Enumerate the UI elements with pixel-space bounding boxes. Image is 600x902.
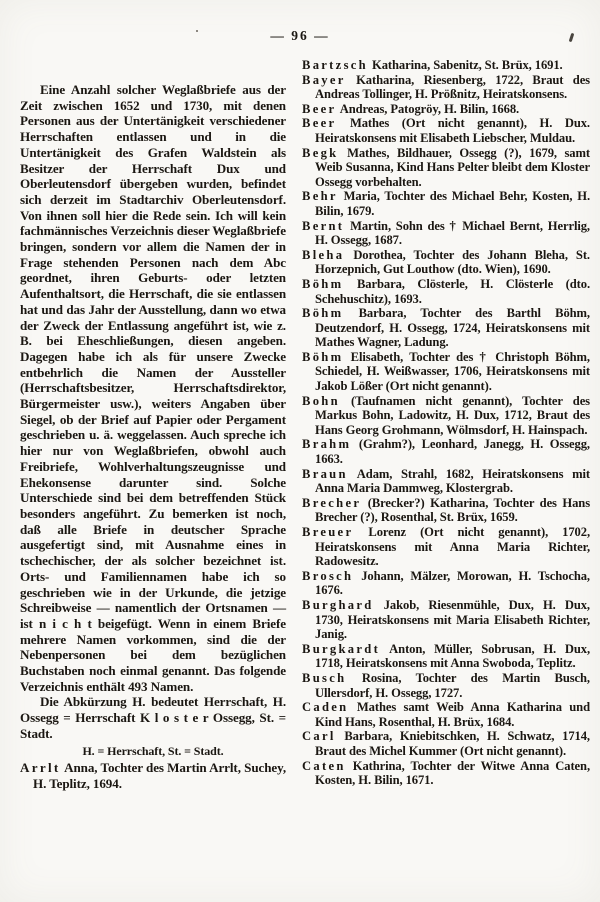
left-entry-list bbox=[20, 760, 286, 791]
entry-text: Katharina, Riesenberg, 1722, Braut des Andreas Tollinger, H. Prößnitz, Heiratskonsens. bbox=[315, 72, 590, 102]
entry-surname: Bohn bbox=[302, 393, 340, 408]
abbreviation-key-line: H. = Herrschaft, St. = Stadt. bbox=[82, 743, 224, 758]
entry-text: Andreas, Patogröy, H. Bilin, 1668. bbox=[339, 101, 520, 116]
entry-surname: Brosch bbox=[302, 568, 354, 583]
entry-text: Barbara, Tochter des Barthl Böhm, Deutzendorf, H. Ossegg, 1724, Heiratskonsens mit Mathes Wagner, Ladung. bbox=[315, 306, 590, 350]
intro-paragraph: Eine Anzahl solcher Weglaßbriefe aus der Zeit zwischen 1652 und 1730, mit denen Personen aus der Untertänigkeit verschiedener Herrschaften entlassen und in die Untertänigkeit des Grafen Waldstein als Besitzer der Herrschaft Dux und Oberleutensdorf übergeben wurden, befindet sich derzeit im Stadtarchiv Oberleutensdorf. Von ihnen soll hier die Rede sein. Ich will kein fachmännisches Verzeichnis dieser Weglaßbriefe bringen, sondern vor allem die Namen der in Frage stehenden Personen nach dem Abc geordnet, ihren Geburts- oder letzten Aufenthaltsort, die Herrschaft, die sie entlassen hat und das Jahr der Ausstellung, dann wo etwa der Zweck der Entlassung angeführt ist, wie z. B. bei Eheschließungen, diesen angeben. Dagegen habe ich als für unsere Zwecke entbehrlich die Namen der Aussteller (Herrschaftsbesitzer, Herrschaftsdirektor, Bürgermeister usw.), weiters Angaben über Siegel, ob der Brief auf Papier oder Pergament geschrieben u. ä. weggelassen. Auch spreche ich hier nur von Weglaßbriefen, obwohl auch Freibriefe, Wohlverhaltungszeugnisse und Ehekonsense darunter sind. Solche Unterschiede sind bei dem betreffenden Stück besonders angeführt. Zu bemerken ist noch, daß alle Briefe in deutscher Sprache ausgefertigt sind, mit Ausnahme eines in tschechischer, der als solcher bezeichnet ist. Orts- und Familiennamen habe ich so geschrieben wie in der Urkunde, die jetzige Schreibweise — namentlich der Ortsnamen — ist n i c h t beigefügt. Wenn in einem Briefe mehrere Namen vorkommen, sind die der Nebenpersonen bei dem bezüglichen Buchstaben noch einmal genannt. Das folgende Verzeichnis enthält 493 Namen. bbox=[20, 82, 286, 694]
abbreviation-paragraph: Die Abkürzung H. bedeutet Herrschaft, H. Ossegg = Herrschaft K l o s t e r Ossegg, St. = Stadt. bbox=[20, 694, 286, 741]
list-item bbox=[302, 306, 590, 350]
entry-surname: Brahm bbox=[302, 437, 352, 452]
list-item bbox=[302, 189, 590, 218]
list-item bbox=[302, 277, 590, 306]
entry-surname: Caden bbox=[302, 700, 349, 715]
entry-text: Lorenz (Ort nicht genannt), 1702, Heiratskonsens mit Anna Maria Richter, Radowesitz. bbox=[315, 525, 590, 569]
entry-text: Anton, Müller, Sobrusan, H. Dux, 1718, Heiratskonsens mit Anna Swoboda, Teplitz. bbox=[315, 641, 590, 671]
right-column bbox=[302, 58, 590, 788]
list-item bbox=[302, 248, 590, 277]
entry-surname: Brecher bbox=[302, 495, 362, 510]
list-item bbox=[302, 58, 590, 73]
entry-surname: Böhm bbox=[302, 276, 344, 291]
entry-surname: Bayer bbox=[302, 72, 346, 87]
entry-text: Barbara, Kniebitschken, H. Schwatz, 1714, Braut des Michel Kummer (Ort nicht genannt). bbox=[315, 729, 590, 758]
entry-text: Anna, Tochter des Martin Arrlt, Suchey, H. Teplitz, 1694. bbox=[33, 760, 287, 791]
entry-surname: Beer bbox=[302, 116, 337, 131]
list-item bbox=[302, 73, 590, 102]
entry-surname: Böhm bbox=[302, 349, 344, 364]
entry-surname: Arrlt bbox=[20, 760, 61, 776]
two-column-layout bbox=[20, 58, 592, 792]
list-item bbox=[302, 102, 590, 117]
list-item bbox=[302, 671, 590, 700]
entry-text: Rosina, Tochter des Martin Busch, Ullersdorf, H. Ossegg, 1727. bbox=[315, 670, 590, 700]
entry-surname: Burgkardt bbox=[302, 641, 381, 656]
list-item bbox=[302, 394, 590, 438]
entry-surname: Beer bbox=[302, 101, 337, 116]
entry-surname: Bleha bbox=[302, 247, 345, 262]
list-item bbox=[302, 642, 590, 671]
list-item bbox=[302, 146, 590, 190]
list-item bbox=[20, 760, 286, 791]
entry-text: Mathes samt Weib Anna Katharina und Kind Hans, Rosenthal, H. Brüx, 1684. bbox=[315, 700, 590, 729]
entry-surname: Busch bbox=[302, 670, 347, 685]
page-number: — 96 — bbox=[270, 28, 330, 43]
entry-surname: Bartzsch bbox=[302, 58, 368, 72]
list-item bbox=[302, 759, 590, 788]
list-item bbox=[302, 437, 590, 466]
list-item bbox=[302, 598, 590, 642]
list-item bbox=[302, 569, 590, 598]
list-item bbox=[302, 467, 590, 496]
entry-text: Maria, Tochter des Michael Behr, Kosten, H. Bilin, 1679. bbox=[315, 189, 590, 218]
list-item bbox=[302, 496, 590, 525]
entry-surname: Braun bbox=[302, 466, 348, 481]
entry-surname: Burghard bbox=[302, 597, 374, 612]
entry-surname: Carl bbox=[302, 729, 336, 744]
entry-text: Katharina, Sabenitz, St. Brüx, 1691. bbox=[372, 58, 563, 72]
left-column bbox=[20, 58, 286, 792]
register-entry-list bbox=[302, 58, 590, 788]
entry-text: Elisabeth, Tochter des † Christoph Böhm, Schiedel, H. Weißwasser, 1706, Heiratskonsens mit Jakob Lößer (Ort nicht genannt). bbox=[315, 349, 590, 394]
entry-text: Adam, Strahl, 1682, Heiratskonsens mit Anna Maria Dammweg, Klostergrab. bbox=[315, 466, 590, 496]
list-item bbox=[302, 116, 590, 145]
entry-text: Jakob, Riesenmühle, Dux, H. Dux, 1730, Heiratskonsens mit Maria Elisabeth Richter, Janig. bbox=[315, 597, 590, 642]
entry-surname: Begk bbox=[302, 145, 339, 160]
entry-surname: Bernt bbox=[302, 218, 345, 233]
list-item bbox=[302, 350, 590, 394]
entry-text: (Taufnamen nicht genannt), Tochter des Markus Bohn, Ladowitz, H. Dux, 1712, Braut des Hans Georg Grohmann, Wölmsdorf, H. Hainspach. bbox=[315, 393, 590, 437]
entry-text: Barbara, Clösterle, H. Clösterle (dto. Schehuschitz), 1693. bbox=[315, 276, 590, 306]
entry-text: Mathes (Ort nicht genannt), H. Dux. Heiratskonsens mit Elisabeth Liebscher, Muldau. bbox=[315, 116, 590, 145]
entry-surname: Behr bbox=[302, 189, 338, 204]
list-item bbox=[302, 700, 590, 729]
entry-surname: Caten bbox=[302, 758, 346, 773]
entry-text: (Brecker?) Katharina, Tochter des Hans Brecher (?), Rosenthal, St. Brüx, 1659. bbox=[315, 495, 590, 525]
entry-text: Mathes, Bildhauer, Ossegg (?), 1679, samt Weib Susanna, Kind Hans Pelter bleibt dem Kloster Ossegg vorbehalten. bbox=[315, 145, 590, 189]
entry-surname: Böhm bbox=[302, 306, 344, 321]
entry-text: (Grahm?), Leonhard, Janegg, H. Ossegg, 1663. bbox=[315, 437, 590, 467]
entry-text: Kathrina, Tochter der Witwe Anna Caten, Kosten, H. Bilin, 1671. bbox=[315, 758, 590, 788]
entry-surname: Breuer bbox=[302, 525, 354, 539]
entry-text: Martin, Sohn des † Michael Bernt, Herrlig, H. Ossegg, 1687. bbox=[315, 218, 590, 248]
list-item bbox=[302, 525, 590, 569]
list-item bbox=[302, 729, 590, 758]
list-item bbox=[302, 219, 590, 248]
entry-text: Johann, Mälzer, Morowan, H. Tschocha, 1676. bbox=[315, 568, 590, 598]
entry-text: Dorothea, Tochter des Johann Bleha, St. Horzepnich, Gut Louthow (dto. Wien), 1690. bbox=[315, 247, 590, 277]
